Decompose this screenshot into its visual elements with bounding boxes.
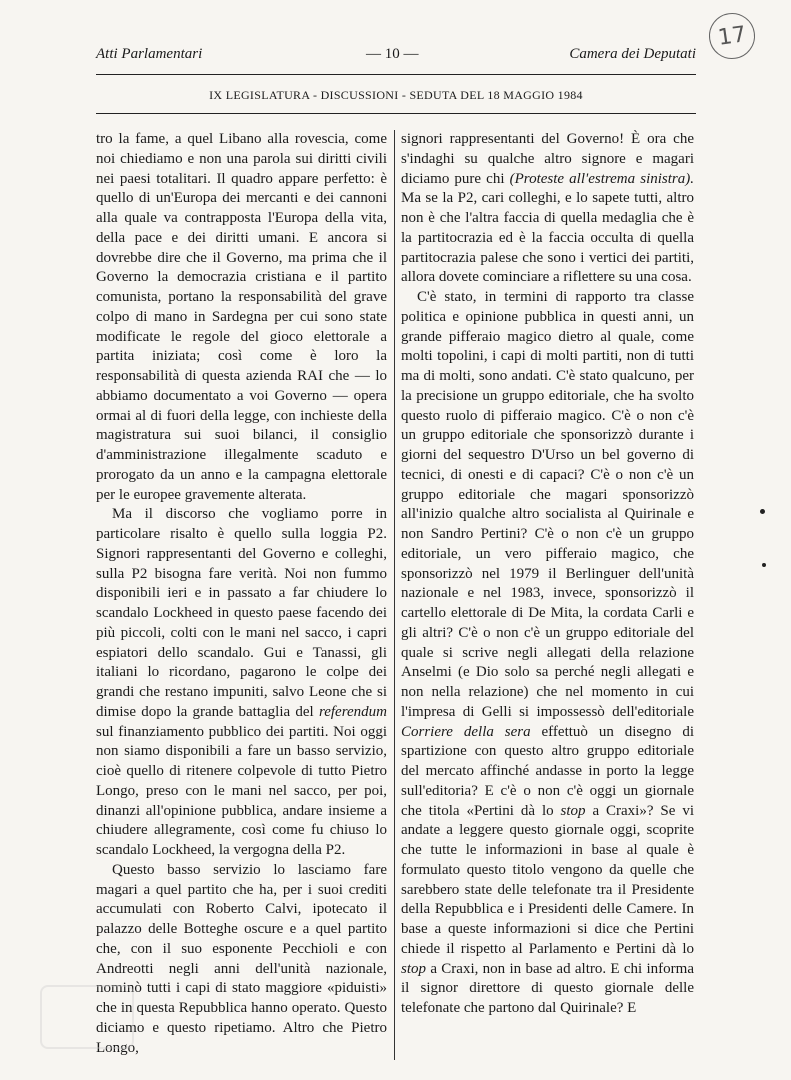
right-paragraph-1: signori rappresentanti del Governo! È ora che s'indaghi su qualche altro signore e magari diciamo pure chi (Proteste all'estrema sinistra). Ma se la P2, cari colleghi, e lo sapete tutti, altro non è che l'altra faccia di quella medaglia che è la partitocrazia ed è la faccia occulta di quella partitocrazia palese che sono i vertici dei partiti, allora dovete cominciare a riflettere su una cosa. bbox=[401, 131, 695, 286]
left-paragraph-3: Questo basso servizio lo lasciamo fare magari a quel partito che ha, per i suoi crediti accumulati con Roberto Calvi, ipotecato il palazzo delle Botteghe oscure e a quel partito che, con il suo esponente Pecchioli e con Andreotti negli anni dell'unità nazionale, nominò tutti i capi di stato maggiore «piduisti» che in questa Repubblica hanno operato. Questo diciamo e questo ripetiamo. Altro che Pietro Longo, bbox=[96, 861, 387, 1056]
margin-dot-2 bbox=[762, 563, 766, 567]
left-paragraph-1: tro la fame, a quel Libano alla rovescia, come noi chiediamo e non una parola sui diritti civili nei paesi totalitari. Il quadro appare perfetto: è quello di un'Europa dei mercanti e dei cannoni alla quale va contrapposta l'Europa della vita, della pace e dei diritti umani. E ancora si dovrebbe dire che il Governo, ma prima che il Governo la democrazia cristiana e il partito comunista, portano la responsabilità del grave colpo di mano in Sardegna per cui sono state modificate le regole del gioco elettorale a partita iniziata; così come è loro la responsabilità di questa azienda RAI che — lo abbiamo documentato a voi Governo — opera ormai al di fuori della legge, con inchieste della magistratura sui suoi bilanci, il consiglio d'amministrazione illegalmente scaduto e prorogato da un anno e la campagna elettorale per le europee gravemente alterata. bbox=[96, 131, 387, 503]
left-paragraph-2: Ma il discorso che vogliamo porre in particolare risalto è quello sulla loggia P2. Signori rappresentanti del Governo e colleghi, sulla P2 bisogna fare verità. Noi non fummo disponibili ieri e in passato a far chiudere lo scandalo Lockheed in questo paese facendo dei più piccoli, colti con le mani nel sacco, i capri espiatori dello scandalo. Gui e Tanassi, gli italiani lo ricordano, pagarono le colpe dei grandi che restano impuniti, salvo Leone che si dimise dopo la grande battaglia del referendum sul finanziamento pubblico dei partiti. Noi oggi non siamo disponibili a fare un basso servizio, cioè quello di ritenere colpevole di tutto Pietro Longo, preso con le mani nel sacco, per poi, dinanzi all'opinione pubblica, andare insieme a chiudere allegramente, così come fu chiuso lo scandalo Lockheed, la vergogna della P2. bbox=[96, 506, 387, 858]
header-page-number: — 10 — bbox=[366, 46, 419, 62]
header-right: Camera dei Deputati bbox=[569, 46, 696, 62]
right-column bbox=[401, 130, 694, 1019]
header-rule-bottom bbox=[96, 113, 696, 114]
page-folio-number: 17 bbox=[706, 10, 758, 62]
margin-dot-1 bbox=[760, 509, 765, 514]
column-divider bbox=[394, 130, 395, 1060]
left-column bbox=[96, 130, 387, 1058]
header-left: Atti Parlamentari bbox=[96, 46, 203, 62]
right-paragraph-2: C'è stato, in termini di rapporto tra classe politica e opinione pubblica in questi anni, un grande pifferaio magico dietro al quale, come molti topolini, i capi di molti partiti, non di tutti ma di molti, sono andati. C'è stato qualcuno, per la precisione un gruppo editoriale, che ha svolto questo ruolo di pifferaio magico. C'è o non c'è un gruppo editoriale che sponsorizzò durante i giorni del sequestro D'Urso un bel governo di tecnici, di onesti e di capaci? C'è o non c'è un gruppo editoriale che magari sponsorizzò all'inizio qualche altro socialista al Quirinale e non Sandro Pertini? C'è o non c'è un gruppo editoriale, un vero pifferaio magico, che sponsorizzò nel 1979 il Berlinguer dell'unità nazionale e nel 1983, invece, sponsorizzò il cartello elettorale di De Mita, la cordata Carli e gli altri? C'è o non c'è un gruppo editoriale del quale si scrive negli allegati della relazione Anselmi (e Dio solo sa perché negli allegati e non nella relazione) che nel momento in cui l'impresa di Gelli si impossessò dell'editoriale Corriere della sera effettuò un disegno di spartizione con questo altro gruppo editoriale del mercato affinché andasse in porto la legge sull'editoria? E c'è o non c'è oggi un giornale che titola «Pertini dà lo stop a Craxi»? Se vi andate a leggere questo giornale oggi, scoprite che tutte le informazioni in base al quale è formulato questo titolo vengono da quelle che sarebbero state delle telefonate tra il Presidente della Repubblica e i Presidenti delle Camere. In base a queste informazioni si dice che Pertini chiede il rispetto al Parlamento e Pertini dà lo stop a Craxi, non in base ad altro. E chi informa il signor direttore di questo giornale delle telefonate che partono dal Quirinale? E bbox=[401, 289, 695, 1016]
header-rule-top bbox=[96, 74, 696, 75]
running-header bbox=[96, 46, 696, 70]
session-subheader: IX LEGISLATURA - DISCUSSIONI - SEDUTA DEL 18 MAGGIO 1984 bbox=[209, 88, 583, 102]
watermark-stamp bbox=[40, 985, 134, 1049]
